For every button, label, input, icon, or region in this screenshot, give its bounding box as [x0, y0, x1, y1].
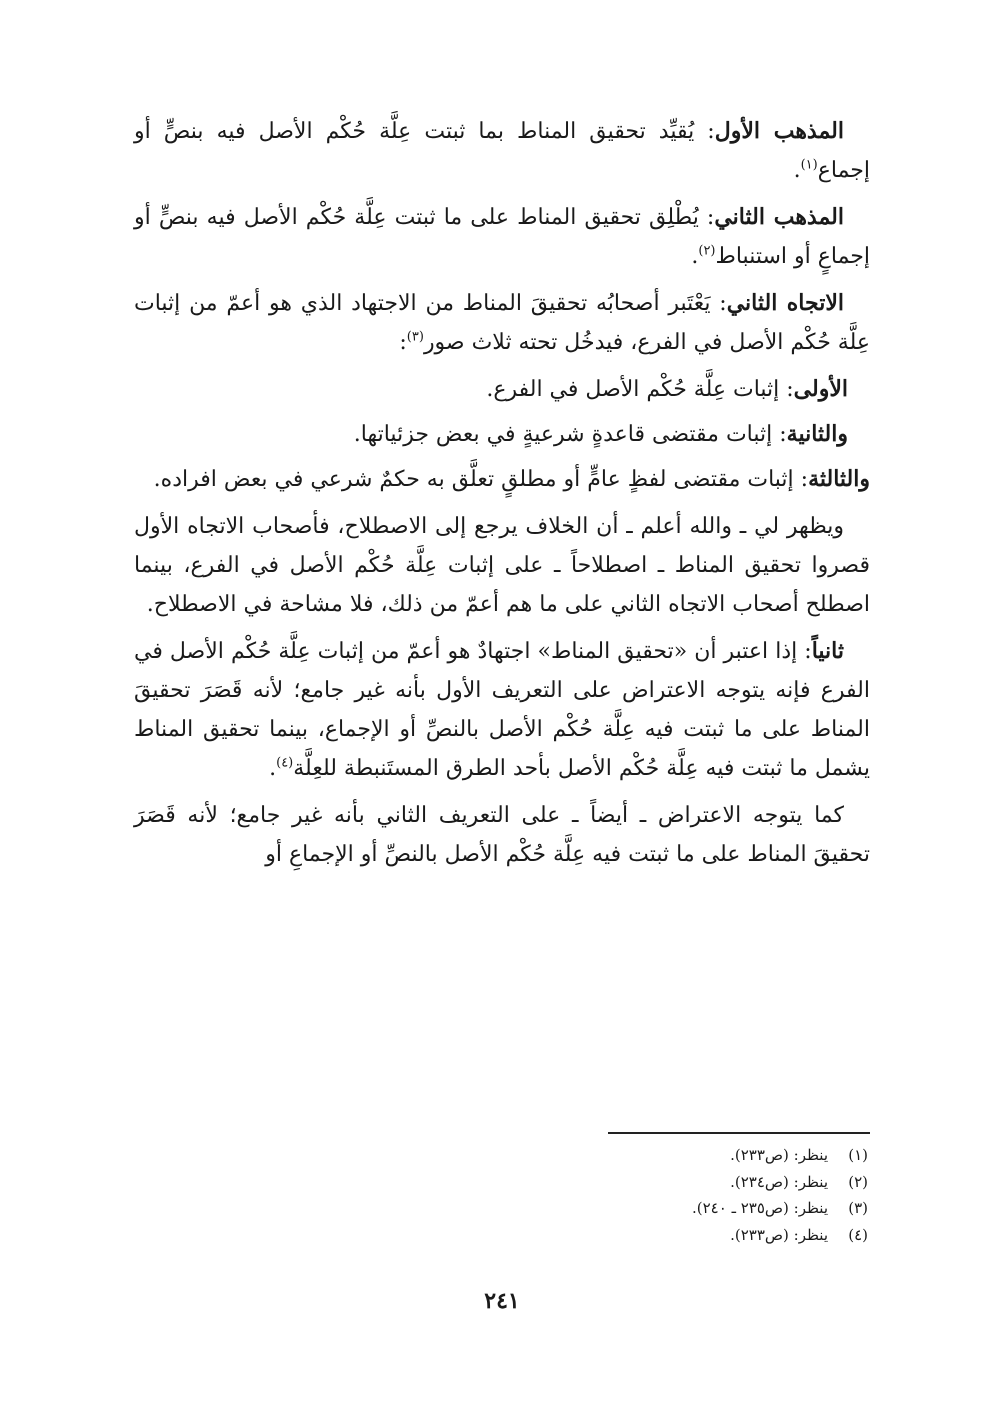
footnote-item: [134, 1222, 870, 1249]
page-body: [134, 112, 870, 882]
paragraph-author-opinion: [134, 507, 870, 624]
paragraph-heading: الاتجاه الثاني: [726, 290, 844, 316]
footnote-text: ينظر: (ص٢٣٤).: [730, 1172, 828, 1191]
list-item-first: [134, 370, 870, 409]
paragraph-text: : يُطْلِق تحقيق المناط على ما ثبتت عِلَّة حُكْم الأصل فيه بنصٍّ أو إجماعٍ أو استنباط: [134, 205, 870, 269]
paragraph-objection: [134, 796, 870, 874]
list-item-text: : إثبات مقتضى لفظٍ عامٍّ أو مطلقٍ تعلَّق به حكمٌ شرعي في بعض افراده.: [153, 467, 809, 492]
list-item-heading: والثانية: [786, 421, 848, 447]
paragraph-text: : يَعْتَبر أصحابُه تحقيقَ المناط من الاجتهاد الذي هو أعمّ من إثبات عِلَّة حُكْم الأصل في الفرع، فيدخُل تحته ثلاث صور: [134, 291, 870, 355]
paragraph-first-school: [134, 112, 870, 190]
paragraph-tail: .: [691, 244, 699, 269]
paragraph-text: : إذا اعتبر أن «تحقيق المناط» اجتهادٌ هو أعمّ من إثبات عِلَّة حُكْم الأصل في الفرع فإنه يتوجه الاعتراض على التعريف الأول بأنه غير جامع؛ لأنه قَصَرَ تحقيقَ المناط على ما ثبتت فيه عِلَّة حُكْم الأصل بالنصِّ أو الإجماع، بينما تحقيق المناط يشمل ما ثبتت فيه عِلَّة حُكْم الأصل بأحد الطرق المستَنبطة للعِلَّة: [134, 639, 870, 781]
footnotes: [134, 1142, 870, 1248]
footnote-number: (٢): [848, 1172, 868, 1191]
paragraph-tail: :: [399, 330, 407, 355]
page-number: ٢٤١: [484, 1288, 520, 1314]
list-item-third: [134, 460, 870, 499]
paragraph-text: كما يتوجه الاعتراض ـ أيضاً ـ على التعريف الثاني بأنه غير جامع؛ لأنه قَصَرَ تحقيقَ المناط على ما ثبتت فيه عِلَّة حُكْم الأصل بالنصِّ أو الإجماعِ أو: [134, 803, 870, 867]
footnote-ref[interactable]: (٣): [406, 329, 424, 345]
list-item-second: [134, 415, 870, 454]
footnote-ref[interactable]: (١): [800, 157, 818, 173]
footnote-text: ينظر: (ص٢٣٣).: [730, 1225, 828, 1244]
footnote-item: [134, 1169, 870, 1196]
footnote-item: [134, 1142, 870, 1169]
paragraph-text: : يُقيِّد تحقيق المناط بما ثبتت عِلَّة حُكْم الأصل فيه بنصٍّ أو إجماع: [134, 119, 870, 183]
paragraph-second-school: [134, 198, 870, 276]
paragraph-secondly: [134, 632, 870, 788]
list-item-heading: والثالثة: [808, 466, 870, 492]
paragraph-tail: .: [793, 158, 801, 183]
list-item-heading: الأولى: [793, 376, 848, 402]
footnote-number: (٣): [848, 1199, 868, 1217]
footnote-item: [134, 1195, 870, 1222]
paragraph-heading: المذهب الأول: [714, 118, 844, 144]
paragraph-heading: المذهب الثاني: [714, 204, 844, 230]
footnote-ref[interactable]: (٤): [276, 755, 294, 771]
footnote-number: (٤): [848, 1225, 868, 1244]
list-item-text: : إثبات عِلَّة حُكْم الأصل في الفرع.: [486, 377, 794, 402]
paragraph-text: ويظهر لي ـ والله أعلم ـ أن الخلاف يرجع إلى الاصطلاح، فأصحاب الاتجاه الأول قصروا تحقيق المناط ـ اصطلاحاً ـ على إثبات عِلَّة حُكْم الأصل في الفرع، بينما اصطلح أصحاب الاتجاه الثاني على ما هم أعمّ من ذلك، فلا مشاحة في الاصطلاح.: [134, 514, 870, 617]
footnote-ref[interactable]: (٢): [698, 243, 716, 259]
footnote-number: (١): [848, 1146, 868, 1164]
footnote-text: ينظر: (ص٢٣٣).: [730, 1146, 828, 1164]
paragraph-tail: .: [269, 756, 277, 781]
paragraph-second-trend: [134, 284, 870, 362]
paragraph-heading: ثانياً: [811, 638, 844, 664]
footnote-text: ينظر: (ص٢٣٥ ـ ٢٤٠).: [692, 1199, 828, 1217]
footnote-divider: [608, 1132, 870, 1134]
list-item-text: : إثبات مقتضى قاعدةٍ شرعيةٍ في بعض جزئياتها.: [353, 422, 787, 447]
